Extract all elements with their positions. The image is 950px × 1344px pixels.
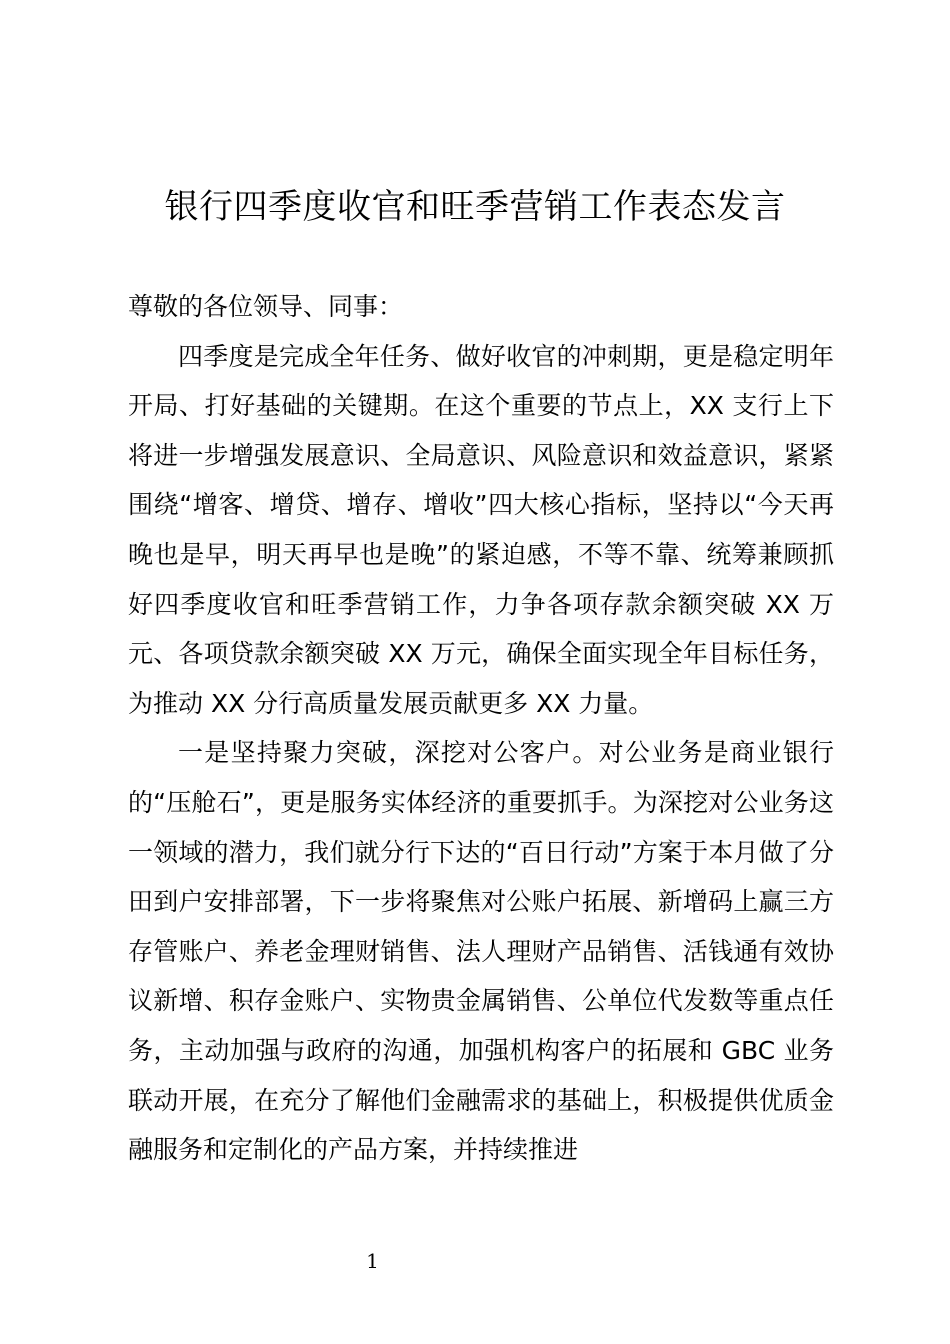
document-title: 银行四季度收官和旺季营销工作表态发言 — [164, 187, 786, 227]
paragraph-1: 四季度是完成全年任务、做好收官的冲刺期，更是稳定明年开局、打好基础的关键期。在这个重要的节点上，XX 支行上下将进一步增强发展意识、全局意识、风险意识和效益意识，紧紧围绕“增客、增贷、增存、增收”四大核心指标，坚持以“今天再晚也是早，明天再早也是晚”的紧迫感，不等不靠、统筹兼顾抓好四季度收官和旺季营销工作，力争各项存款余额突破 XX 万元、各项贷款余额突破 XX 万元，确保全面实现全年目标任务，为推动 XX 分行高质量发展贡献更多 XX 力量。 — [128, 341, 834, 718]
paragraph-2: 一是坚持聚力突破，深挖对公客户。对公业务是商业银行的“压舱石”，更是服务实体经济的重要抓手。为深挖对公业务这一领域的潜力，我们就分行下达的“百日行动”方案于本月做了分田到户安排部署，下一步将聚焦对公账户拓展、新增码上赢三方存管账户、养老金理财销售、法人理财产品销售、活钱通有效协议新增、积存金账户、实物贵金属销售、公单位代发数等重点任务，主动加强与政府的沟通，加强机构客户的拓展和 GBC 业务联动开展，在充分了解他们金融需求的基础上，积极提供优质金融服务和定制化的产品方案，并持续推进 — [128, 738, 834, 1165]
page-number: 1 — [366, 1249, 379, 1273]
document-body — [128, 282, 834, 1175]
salutation: 尊敬的各位领导、同事： — [128, 292, 404, 321]
